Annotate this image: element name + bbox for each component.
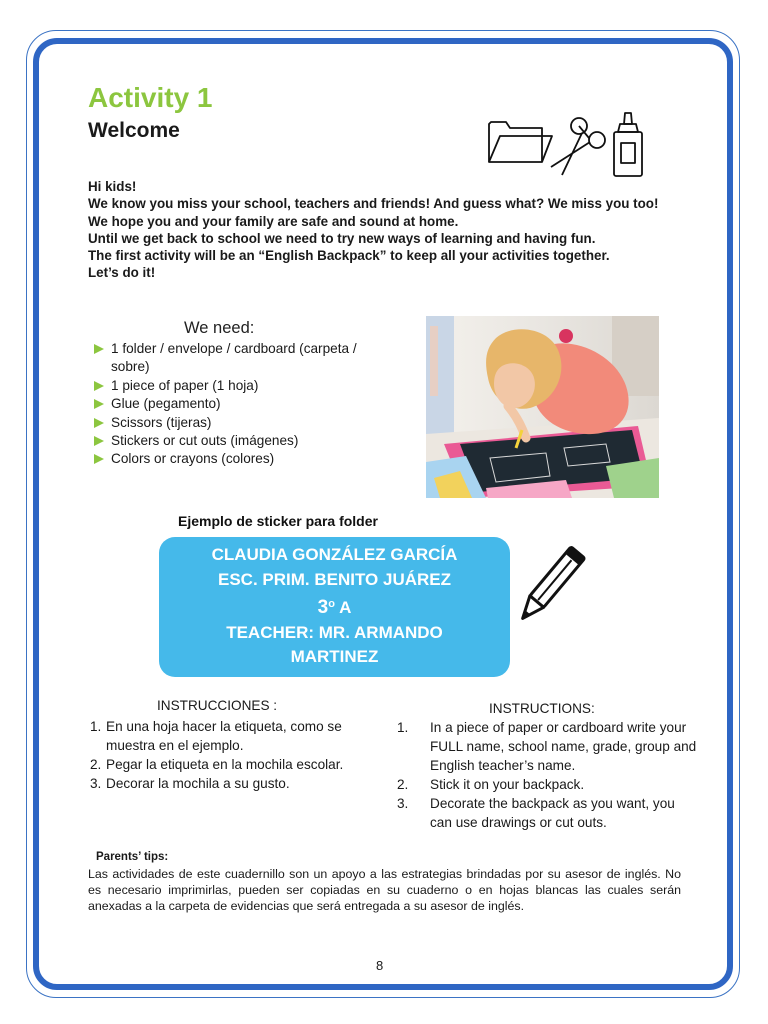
group-letter: A [339, 598, 352, 617]
sticker-teacher: TEACHER: MR. ARMANDO [226, 622, 443, 642]
bullet-triangle-icon [94, 381, 104, 391]
intro-line: We hope you and your family are safe and sound at home. [88, 213, 459, 229]
step-number: 1. [397, 720, 409, 735]
step-text: In a piece of paper or cardboard write your FULL name, school name, grade, group and English teacher’s name. [430, 720, 697, 773]
step-text: Decorate the backpack as you want, you can use drawings or cut outs. [430, 796, 675, 830]
material-label: 1 piece of paper (1 hoja) [111, 377, 259, 393]
glue-bottle-icon [614, 113, 642, 176]
list-item [397, 794, 697, 832]
sticker-example [159, 537, 510, 677]
bullet-triangle-icon [94, 436, 104, 446]
step-text: Stick it on your backpack. [430, 777, 585, 792]
step-text: Decorar la mochila a su gusto. [106, 776, 290, 791]
step-number: 1. [90, 719, 102, 734]
list-item [90, 755, 380, 774]
list-item [92, 414, 392, 432]
intro-text [88, 178, 684, 282]
folder-icon [489, 122, 552, 162]
list-item [92, 395, 392, 413]
step-number: 2. [397, 777, 409, 792]
material-label: 1 folder / envelope / cardboard (carpeta / sobre) [111, 341, 357, 375]
list-item [90, 774, 380, 793]
material-label: Glue (pegamento) [111, 396, 221, 412]
bullet-triangle-icon [94, 418, 104, 428]
material-label: Scissors (tijeras) [111, 414, 212, 430]
sticker-name: CLAUDIA GONZÁLEZ GARCÍA [211, 545, 458, 564]
materials-title: We need: [184, 319, 255, 337]
bullet-triangle-icon [94, 399, 104, 409]
step-number: 3. [90, 776, 102, 791]
parents-tips-body: Las actividades de este cuadernillo son un apoyo a las estrategias brindadas por su asesor de inglés. No es necesario imprimirlas, pueden ser copiadas en su cuaderno o en hojas blancas las cuales serán anexadas a la carpeta de evidencias que será entregada a su asesor de inglés. [88, 867, 681, 913]
intro-line: Let’s do it! [88, 265, 156, 281]
material-label: Stickers or cut outs (imágenes) [111, 433, 299, 449]
list-item [92, 432, 392, 450]
grade-number: 3 [317, 597, 329, 618]
grade-superscript: o [328, 598, 335, 610]
list-item [397, 718, 697, 775]
list-item [92, 450, 392, 468]
intro-line: Until we get back to school we need to try new ways of learning and having fun. [88, 230, 596, 246]
parents-tips-title: Parents’ tips: [96, 851, 169, 863]
list-item [397, 775, 697, 794]
bullet-triangle-icon [94, 454, 104, 464]
scissors-icon [551, 118, 605, 175]
step-number: 2. [90, 757, 102, 772]
step-text: En una hoja hacer la etiqueta, como se muestra en el ejemplo. [106, 719, 342, 753]
list-item [92, 377, 392, 395]
intro-line: Hi kids! [88, 179, 137, 194]
material-label: Colors or crayons (colores) [111, 451, 275, 467]
sticker-teacher-surname: MARTINEZ [290, 647, 379, 666]
list-item [92, 340, 392, 377]
step-text: Pegar la etiqueta en la mochila escolar. [106, 757, 344, 772]
instructions-en-list [397, 718, 697, 832]
step-number: 3. [397, 796, 409, 811]
page-number: 8 [376, 958, 384, 973]
supplies-icons [486, 110, 656, 185]
activity-subtitle: Welcome [88, 119, 180, 142]
sticker-grade [159, 592, 510, 621]
pencil-icon [506, 540, 592, 634]
instructions-en-title: INSTRUCTIONS: [489, 701, 595, 716]
example-heading: Ejemplo de sticker para folder [178, 513, 378, 529]
instructions-es-title: INSTRUCCIONES : [157, 698, 278, 713]
sticker-school: ESC. PRIM. BENITO JUÁREZ [218, 569, 451, 589]
activity-title: Activity 1 [88, 82, 213, 113]
intro-line: We know you miss your school, teachers and friends! And guess what? We miss you too! [88, 196, 659, 212]
bullet-triangle-icon [94, 344, 104, 354]
child-drawing-photo [426, 316, 659, 498]
materials-list [92, 340, 392, 469]
intro-line: The first activity will be an “English Backpack” to keep all your activities together. [88, 248, 610, 264]
instructions-es-list [90, 717, 380, 793]
list-item [90, 717, 380, 755]
